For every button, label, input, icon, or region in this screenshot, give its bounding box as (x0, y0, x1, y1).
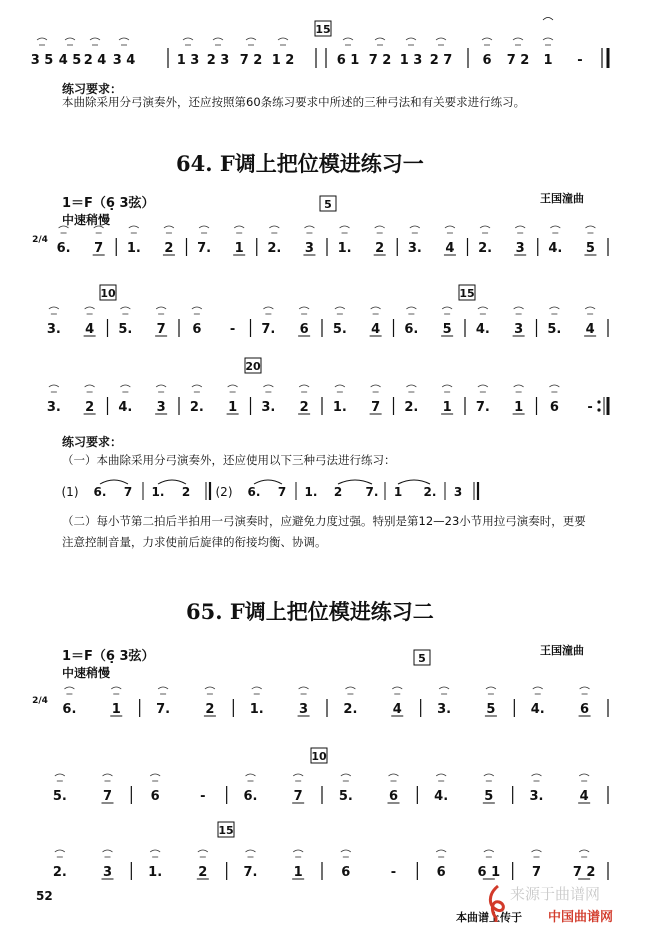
fingering-mark (410, 226, 420, 228)
jianpu-note: 1 (228, 400, 238, 415)
jianpu-note: 4 (445, 241, 455, 256)
fingering-mark (389, 774, 399, 776)
jianpu-note: 7 2 (239, 53, 263, 68)
jianpu-note: 5 (486, 702, 496, 717)
jianpu-note: 3 (514, 322, 524, 337)
bowing-note: 6. (93, 485, 107, 499)
measure-number: 15 (315, 23, 331, 36)
measure-number: 10 (100, 287, 116, 300)
jianpu-note: 2 (85, 400, 95, 415)
jianpu-note: 2. (478, 241, 493, 256)
bowing-note: 1. (151, 485, 165, 499)
fingering-mark (192, 307, 202, 309)
fingering-mark (103, 774, 113, 776)
jianpu-note: 3. (261, 400, 276, 415)
watermark-logo-icon (484, 884, 510, 924)
jianpu-note: 6. (243, 789, 258, 804)
jianpu-note: 3 (102, 865, 113, 880)
fingering-mark (65, 38, 75, 40)
fingering-mark (252, 687, 262, 689)
fingering-mark (111, 687, 121, 689)
jianpu-note: 1 2 (271, 53, 295, 68)
fingering-mark (514, 385, 524, 387)
jianpu-note: 1. (332, 400, 347, 415)
jianpu-note: 6 1 (477, 865, 501, 880)
jianpu-note: 1 (111, 702, 121, 717)
ex64-row-3 (47, 358, 608, 415)
fingering-mark (55, 774, 65, 776)
fingering-mark (513, 38, 523, 40)
ex64-requirements-title: 练习要求： (62, 435, 123, 449)
bowing-note: 1. (304, 485, 318, 499)
jianpu-note: 4. (475, 322, 490, 337)
jianpu-note: 7 2 (506, 53, 530, 68)
time-signature: 2/4 (32, 235, 48, 245)
jianpu-note: 7 (102, 789, 113, 804)
measure-number: 5 (418, 652, 426, 665)
jianpu-note: 1. (249, 702, 264, 717)
fingering-mark (150, 774, 160, 776)
jianpu-note: 1 (514, 400, 524, 415)
fingering-mark (278, 38, 288, 40)
jianpu-note: 4 (392, 702, 402, 717)
jianpu-note: 6 (388, 789, 399, 804)
jianpu-note: 2 (164, 241, 174, 256)
jianpu-note: 3 (299, 702, 309, 717)
slur (338, 480, 372, 484)
fingering-mark (579, 774, 589, 776)
jianpu-note: 6 (436, 865, 446, 880)
fingering-mark (299, 307, 309, 309)
jianpu-note: 6. (404, 322, 419, 337)
page-number: 52 (36, 889, 53, 903)
fingering-mark (585, 226, 595, 228)
ex65-composer: 王国潼曲 (540, 644, 584, 657)
fingering-mark (406, 307, 416, 309)
fingering-mark (442, 307, 452, 309)
jianpu-note: 2 (205, 702, 215, 717)
up-bow-icon (543, 18, 553, 21)
jianpu-note: 3. (437, 702, 452, 717)
repeat-dot (597, 400, 600, 403)
jianpu-note: 3 5 (30, 53, 54, 68)
jianpu-note: - (390, 865, 397, 880)
bowing-note: 6. (247, 485, 261, 499)
fingering-mark (119, 38, 129, 40)
jianpu-note: 6 (192, 322, 202, 337)
jianpu-note: 3 (304, 241, 314, 256)
fingering-mark (484, 850, 494, 852)
jianpu-note: 2. (343, 702, 358, 717)
fingering-mark (341, 774, 351, 776)
jianpu-note: 3 (156, 400, 166, 415)
jianpu-note: 2. (267, 241, 282, 256)
fingering-mark (335, 307, 345, 309)
ex64-key-signature: 1＝F（6̣ 3弦） (62, 196, 155, 211)
fingering-mark (85, 385, 95, 387)
jianpu-note: 7. (156, 702, 171, 717)
measure-number: 20 (245, 360, 261, 373)
jianpu-note: 3. (46, 322, 61, 337)
fingering-mark (293, 774, 303, 776)
fingering-mark (183, 38, 193, 40)
fingering-mark (436, 38, 446, 40)
jianpu-note: 3 4 (112, 53, 136, 68)
fingering-mark (299, 687, 309, 689)
jianpu-note: 1 (293, 865, 303, 880)
fingering-mark (246, 850, 256, 852)
fingering-mark (532, 774, 542, 776)
fingering-mark (49, 307, 59, 309)
fingering-mark (234, 226, 244, 228)
fingering-mark (269, 226, 279, 228)
jianpu-note: 7 (531, 865, 542, 880)
jianpu-note: 4 (579, 789, 589, 804)
jianpu-note: 4 (85, 322, 95, 337)
fingering-mark (445, 226, 455, 228)
jianpu-note: 6 (341, 865, 351, 880)
jianpu-note: 1 (234, 241, 244, 256)
fingering-mark (482, 38, 492, 40)
jianpu-note: 1 3 (399, 53, 423, 68)
measure-number: 10 (311, 750, 327, 763)
fingering-mark (478, 385, 488, 387)
ex64-title: 64. F调上把位模进练习一 (176, 151, 424, 176)
slur (158, 480, 186, 484)
jianpu-note: 2. (189, 400, 204, 415)
repeat-dot (597, 408, 600, 411)
jianpu-note: 7 (371, 400, 381, 415)
bowing-note: (2) (215, 485, 233, 499)
jianpu-note: 6 (549, 400, 559, 415)
fingering-mark (263, 307, 273, 309)
ex65-key-signature: 1＝F（6̣ 3弦） (62, 649, 155, 664)
fingering-mark (49, 385, 59, 387)
fingering-mark (198, 850, 208, 852)
fingering-mark (103, 850, 113, 852)
ex65-row-2 (53, 748, 608, 804)
jianpu-note: 7. (243, 865, 258, 880)
jianpu-note: 4 (585, 322, 595, 337)
fingering-mark (484, 774, 494, 776)
fingering-mark (436, 850, 446, 852)
fingering-mark (263, 385, 273, 387)
jianpu-note: 4. (530, 702, 545, 717)
jianpu-note: 1. (148, 865, 163, 880)
jianpu-note: 7 2 (368, 53, 392, 68)
jianpu-note: 2 7 (429, 53, 453, 68)
fingering-mark (345, 687, 355, 689)
jianpu-note: 2. (404, 400, 419, 415)
jianpu-note: 5 (585, 241, 595, 256)
jianpu-note: 5 (484, 789, 494, 804)
fingering-mark (156, 385, 166, 387)
fingering-mark (478, 307, 488, 309)
measure-number: 15 (218, 824, 234, 837)
fingering-mark (371, 385, 381, 387)
jianpu-note: 7 (94, 241, 104, 256)
jianpu-note: 2 3 (206, 53, 230, 68)
jianpu-note: 4. (434, 789, 449, 804)
watermark-source-text: 来源于曲谱网 (510, 885, 601, 903)
bowing-note: 7. (365, 485, 379, 499)
fingering-mark (37, 38, 47, 40)
jianpu-note: 6 (580, 702, 590, 717)
fingering-mark (64, 687, 74, 689)
fingering-mark (392, 687, 402, 689)
fingering-mark (442, 385, 452, 387)
fingering-mark (150, 850, 160, 852)
ex64-requirements-line2: （二）每小节第二拍后半拍用一弓演奏时，应避免力度过强。特别是第12—23小节用拉弓演奏时，更要 (62, 514, 586, 528)
fingering-mark (515, 226, 525, 228)
fingering-mark (406, 385, 416, 387)
fingering-mark (375, 38, 385, 40)
fingering-mark (532, 850, 542, 852)
jianpu-note: 6 (299, 322, 309, 337)
jianpu-note: 7 (156, 322, 166, 337)
fingering-mark (533, 687, 543, 689)
measure-number: 15 (459, 287, 475, 300)
fingering-mark (129, 226, 139, 228)
fingering-mark (246, 38, 256, 40)
jianpu-note: 3. (407, 241, 422, 256)
jianpu-note: 3. (46, 400, 61, 415)
bowing-note: 1 (393, 485, 403, 499)
ex65-row-3 (53, 822, 608, 880)
measure-number: 5 (324, 198, 332, 211)
jianpu-note: 4 (371, 322, 381, 337)
jianpu-note: 5 (442, 322, 452, 337)
fingering-mark (335, 385, 345, 387)
ex64-composer: 王国潼曲 (540, 192, 584, 205)
fingering-mark (580, 687, 590, 689)
jianpu-note: 6 (482, 53, 492, 68)
ex64-requirements-line3: 注意控制音量，力求使前后旋律的衔接均衡、协调。 (62, 535, 327, 549)
slur (254, 480, 282, 484)
fingering-mark (158, 687, 168, 689)
jianpu-note: 6. (56, 241, 71, 256)
fingering-mark (371, 307, 381, 309)
fingering-mark (120, 385, 130, 387)
fingering-mark (293, 850, 303, 852)
fingering-mark (375, 226, 385, 228)
ex64-bowing-examples (62, 480, 479, 500)
ex65-tempo: 中速稍慢 (62, 666, 111, 680)
jianpu-note: 5. (332, 322, 347, 337)
footer-upload-text: 本曲谱上传于 (456, 911, 522, 924)
fingering-mark (304, 226, 314, 228)
jianpu-note: 7 2 (572, 865, 596, 880)
fingering-mark (299, 385, 309, 387)
fingering-mark (486, 687, 496, 689)
jianpu-note: 1 (442, 400, 452, 415)
bowing-note: 3 (453, 485, 463, 499)
fingering-mark (439, 687, 449, 689)
time-signature: 2/4 (32, 696, 48, 706)
jianpu-note: 5. (547, 322, 562, 337)
bowing-note: 2. (423, 485, 437, 499)
ex64-row-2 (47, 285, 608, 337)
jianpu-note: 5. (52, 789, 67, 804)
slur (100, 480, 128, 484)
ex65-title: 65. F调上把位模进练习二 (186, 599, 434, 624)
jianpu-note: 1. (337, 241, 352, 256)
jianpu-note: 3. (529, 789, 544, 804)
jianpu-note: 2 4 (83, 53, 107, 68)
jianpu-note: 7. (197, 241, 212, 256)
jianpu-note: 7. (261, 322, 276, 337)
jianpu-note: 2 (198, 865, 208, 880)
fingering-mark (85, 307, 95, 309)
jianpu-note: - (200, 789, 206, 804)
bowing-note: 7 (123, 485, 133, 499)
jianpu-note: 3 (515, 241, 525, 256)
top-staff-row (31, 18, 608, 69)
jianpu-note: 4. (548, 241, 563, 256)
fingering-mark (341, 850, 351, 852)
slur (398, 480, 430, 484)
ex64-tempo: 中速稍慢 (62, 213, 111, 227)
bowing-note: 2 (333, 485, 343, 499)
fingering-mark (514, 307, 524, 309)
jianpu-note: 1 (543, 53, 553, 68)
jianpu-note: - (587, 400, 593, 415)
jianpu-note: 1. (126, 241, 141, 256)
jianpu-note: 7. (475, 400, 490, 415)
jianpu-note: 4. (118, 400, 133, 415)
fingering-mark (90, 38, 100, 40)
jianpu-note: 5. (338, 789, 353, 804)
bowing-note: 7 (277, 485, 287, 499)
jianpu-note: 2. (52, 865, 67, 880)
fingering-mark (480, 226, 490, 228)
watermark-site-name: 中国曲谱网 (548, 910, 614, 925)
fingering-mark (543, 38, 553, 40)
jianpu-note: 6. (62, 702, 77, 717)
jianpu-note: 5. (118, 322, 133, 337)
fingering-mark (205, 687, 215, 689)
jianpu-note: 4 5 (58, 53, 82, 68)
fingering-mark (192, 385, 202, 387)
fingering-mark (579, 850, 589, 852)
fingering-mark (340, 226, 350, 228)
jianpu-note: 6 (150, 789, 160, 804)
fingering-mark (585, 307, 595, 309)
bowing-note: 2 (181, 485, 191, 499)
jianpu-note: 2 (375, 241, 385, 256)
fingering-mark (164, 226, 174, 228)
jianpu-note: - (577, 53, 583, 68)
jianpu-note: 6 1 (336, 53, 360, 68)
top-requirements-title: 练习要求： (62, 82, 123, 96)
fingering-mark (246, 774, 256, 776)
fingering-mark (213, 38, 223, 40)
ex64-requirements-line1: （一）本曲除采用分弓演奏外，还应使用以下三种弓法进行练习： (62, 453, 396, 467)
fingering-mark (550, 226, 560, 228)
fingering-mark (406, 38, 416, 40)
fingering-mark (549, 385, 559, 387)
fingering-mark (55, 850, 65, 852)
bowing-note: (1) (61, 485, 79, 499)
fingering-mark (343, 38, 353, 40)
jianpu-note: 7 (293, 789, 303, 804)
jianpu-note: - (229, 322, 236, 337)
fingering-mark (228, 385, 238, 387)
top-requirements-text: 本曲除采用分弓演奏外，还应按照第60条练习要求中所述的三种弓法和有关要求进行练习。 (62, 95, 526, 109)
fingering-mark (199, 226, 209, 228)
fingering-mark (549, 307, 559, 309)
fingering-mark (156, 307, 166, 309)
fingering-mark (120, 307, 130, 309)
fingering-mark (436, 774, 446, 776)
jianpu-note: 1 3 (176, 53, 200, 68)
jianpu-note: 2 (299, 400, 309, 415)
